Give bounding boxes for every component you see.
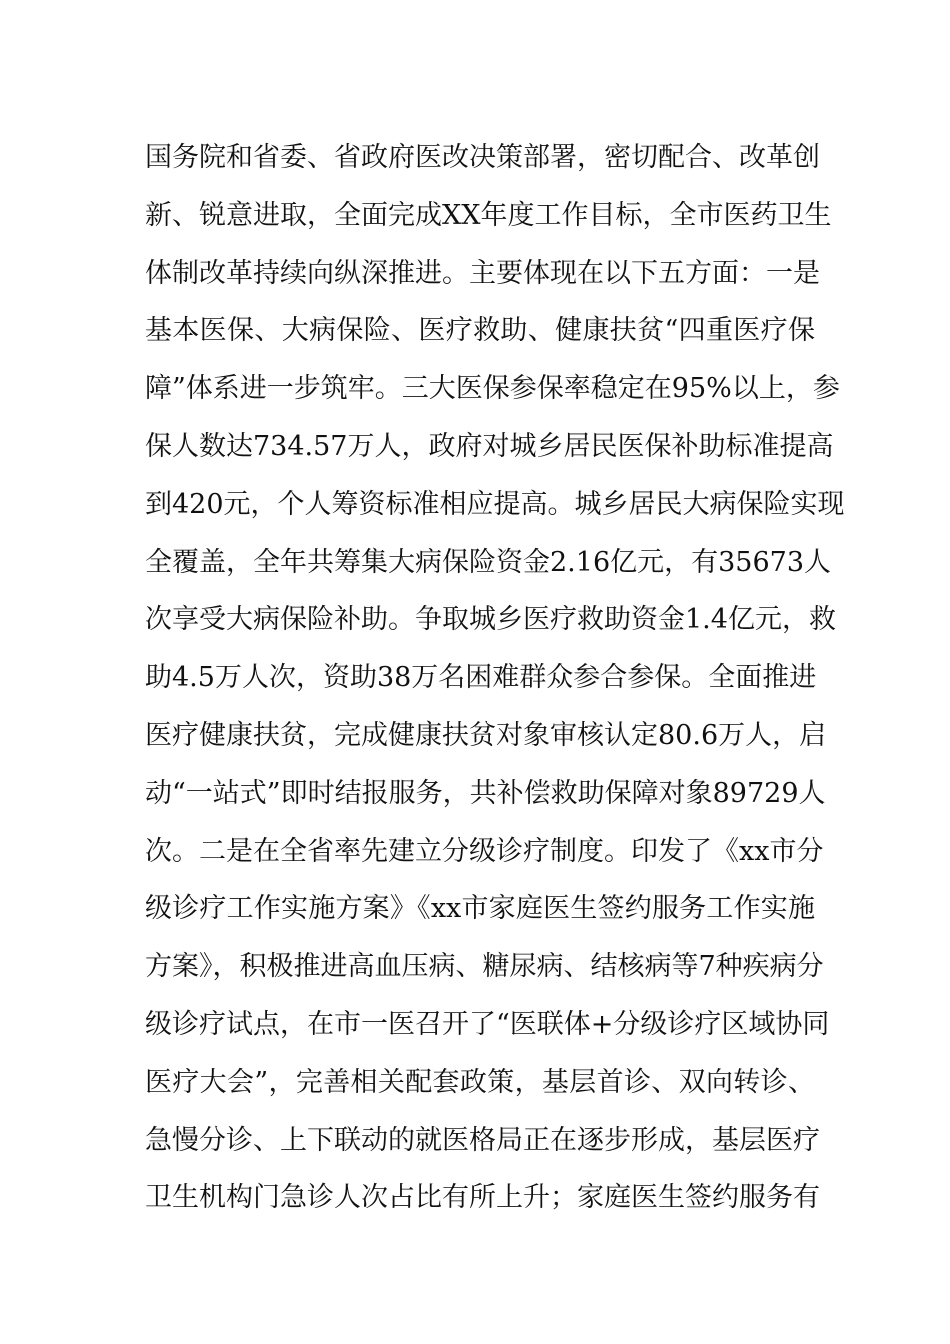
text-line: 障”体系进一步筑牢。三大医保参保率稳定在95%以上，参 (145, 373, 840, 405)
text-line: 全覆盖，全年共筹集大病保险资金2.16亿元，有35673人 (145, 546, 832, 578)
text-line: 方案》，积极推进高血压病、糖尿病、结核病等7种疾病分 (145, 951, 824, 983)
text-line: 助4.5万人次，资助38万名困难群众参合参保。全面推进 (145, 662, 817, 694)
text-line: 级诊疗工作实施方案》《xx市家庭医生签约服务工作实施 (145, 893, 815, 925)
text-line: 医疗大会”，完善相关配套政策，基层首诊、双向转诊、 (145, 1066, 815, 1098)
text-line: 卫生机构门急诊人次占比有所上升；家庭医生签约服务有 (145, 1182, 820, 1214)
text-line: 级诊疗试点，在市一医召开了“医联体+分级诊疗区域协同 (145, 1008, 830, 1040)
text-line: 保人数达734.57万人，政府对城乡居民医保补助标准提高 (145, 430, 834, 462)
text-line: 次享受大病保险补助。争取城乡医疗救助资金1.4亿元，救 (145, 604, 836, 636)
text-line: 体制改革持续向纵深推进。主要体现在以下五方面：一是 (145, 257, 820, 289)
text-line: 医疗健康扶贫，完成健康扶贫对象审核认定80.6万人，启 (145, 719, 827, 751)
text-line: 动“一站式”即时结报服务，共补偿救助保障对象89729人 (145, 777, 826, 809)
text-line: 基本医保、大病保险、医疗救助、健康扶贫“四重医疗保 (145, 315, 815, 347)
text-line: 到420元，个人筹资标准相应提高。城乡居民大病保险实现 (145, 488, 845, 520)
text-line: 次。二是在全省率先建立分级诊疗制度。印发了《xx市分 (145, 835, 824, 867)
text-line: 急慢分诊、上下联动的就医格局正在逐步形成，基层医疗 (145, 1124, 820, 1156)
text-line: 新、锐意进取，全面完成XX年度工作目标，全市医药卫生 (145, 199, 832, 231)
body-text (145, 129, 845, 1227)
text-line: 国务院和省委、省政府医改决策部署，密切配合、改革创 (145, 142, 820, 173)
